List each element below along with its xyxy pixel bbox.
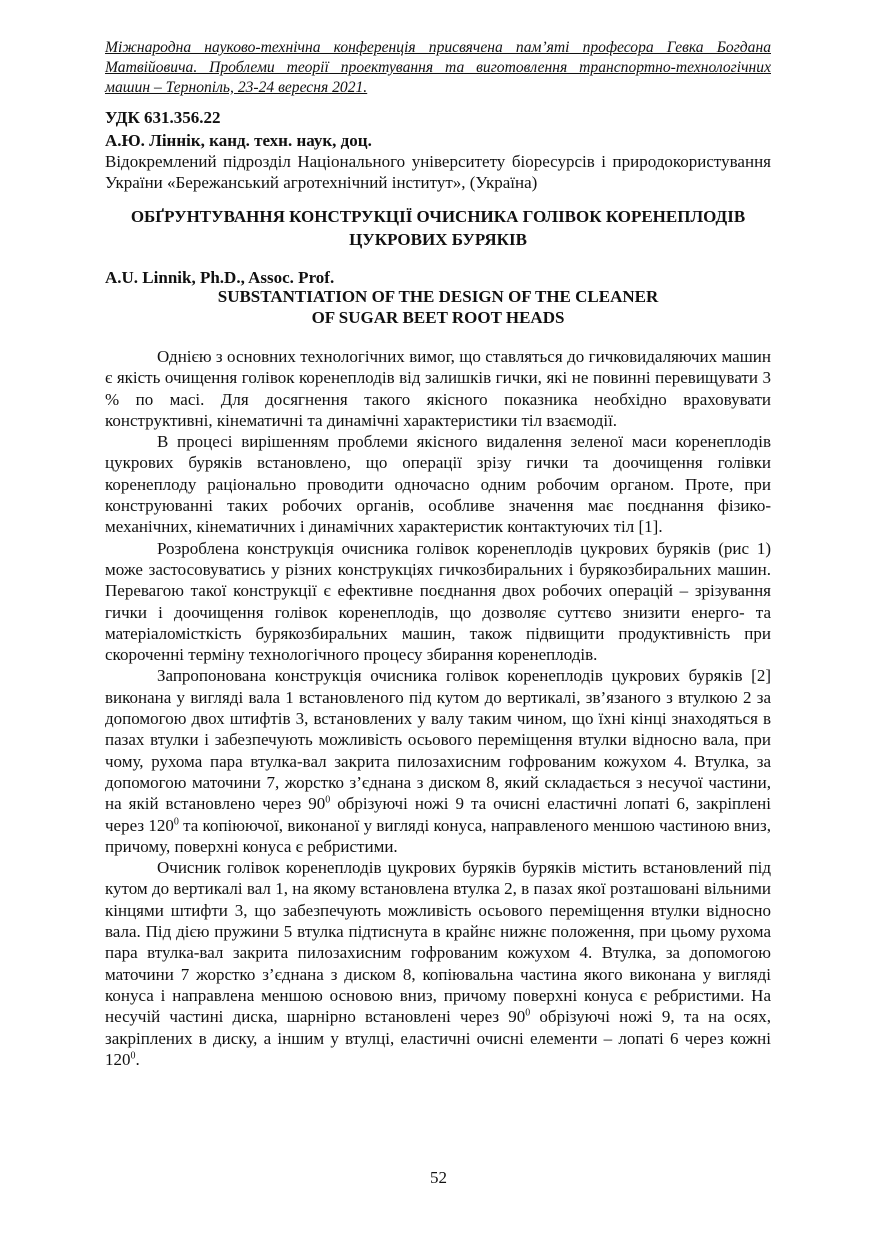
paragraph-2: В процесі вирішенням проблеми якісного видалення зеленої маси коренеплодів цукрових буряків встановлено, що операції зрізу гички та доочищення голівки коренеплоду раціонально проводити одночасно одним робочим органом. Проте, при конструюванні таких робочих органів, особливе значення має поєднання фізико-механічних, кінематичних і динамічних характеристик контактуючих тіл [1]. [105, 432, 771, 537]
conference-header-note: Міжнародна науково-технічна конференція присвячена пам’яті професора Гевка Богдана Матвійовича. Проблеми теорії проектування та виготовлення транспортно-технологічних машин – Тернопіль, 23-24 вересня 2021. [105, 39, 771, 96]
title-english-line-2: OF SUGAR BEET ROOT HEADS [311, 308, 565, 327]
paragraph-5-part-c: . [135, 1049, 140, 1069]
paragraph-4-part-a: Запропонована конструкція очисника голівок коренеплодів цукрових буряків [2] виконана у вигляді вала 1 встановленого під кутом до вертикалі, зв’язаного з втулкою 2 за допомогою двох штифтів 3, встановлених у валу таким чином, що їхні кінці знаходяться в пазах втулки і забезпечують можливість осьового переміщення втулки відносно вала, при чому, рухома пара втулка-вал закрита пилозахисним гофрованим кожухом 4. Втулка, за допомогою маточини 7, жорстко з’єднана з диском 8, який складається з несучої частини, на якій встановлено через 90 [105, 666, 771, 814]
paragraph-4 [105, 665, 771, 857]
paragraph-5 [105, 857, 771, 1070]
title-english [105, 286, 771, 328]
title-ukrainian-line-2: ЦУКРОВИХ БУРЯКІВ [349, 230, 527, 249]
paragraph-4-part-b: обрізуючі ножі 9 та очисні еластичні лопаті 6, закріплені через 120 [105, 794, 771, 835]
degree-superscript: 0 [173, 815, 179, 827]
title-english-line-1: SUBSTANTIATION OF THE DESIGN OF THE CLEANER [217, 287, 659, 306]
body-text [105, 346, 771, 1070]
degree-superscript: 0 [325, 794, 331, 806]
degree-superscript: 0 [525, 1007, 531, 1019]
paragraph-1: Однією з основних технологічних вимог, що ставляться до гичковидаляючих машин є якість очищення голівок коренеплодів від залишків гички, які не повинні перевищувати 3 % по масі. Для досягнення такого якісного показника необхідно враховувати конструктивні, кінематичні та динамічні характеристики тіл взаємодії. [105, 347, 771, 430]
author-english: A.U. Linnik, Ph.D., Assoc. Prof. [105, 268, 335, 287]
title-ukrainian-line-1: ОБҐРУНТУВАННЯ КОНСТРУКЦІЇ ОЧИСНИКА ГОЛІВОК КОРЕНЕПЛОДІВ [130, 207, 746, 226]
paragraph-3: Розроблена конструкція очисника голівок коренеплодів цукрових буряків (рис 1) може застосовуватись у різних конструкціях гичкозбиральних і бурякозбиральних машин. Перевагою такої конструкції є ефективне поєднання двох робочих операцій – зрізування гички і доочищення голівок коренеплодів, що дозволяє суттєво знизити енерго- та матеріаломісткість бурякозбиральних машин, також підвищити продуктивність при скороченні терміну технологічного процесу збирання коренеплодів. [105, 538, 771, 665]
udk-code: УДК 631.356.22 [105, 108, 221, 127]
paragraph-4-part-c: та копіюючої, виконаної у вигляді конуса, направленого меншою частиною вниз, причому, поверхні конуса є ребристими. [105, 815, 771, 856]
paragraph-5-part-a: Очисник голівок коренеплодів цукрових буряків буряків містить встановлений під кутом до вертикалі вал 1, на якому встановлена втулка 2, в пазах якої розташовані вільними кінцями штифти 3, що забезпечують можливість осьового переміщення втулки відносно вала. Під дією пружини 5 втулка підтиснута в крайнє нижнє положення, при цьому рухома пара втулка-вал закрита пилозахисним гофрованим кожухом 4. Втулка, за допомогою маточини 7 жорстко з’єднана з диском 8, копіювальна частина якого виконана у вигляді конуса і направлена меншою основою вниз, причому поверхні конуса є ребристими. На несучій частині диска, шарнірно встановлені через 90 [105, 858, 771, 1027]
author-affiliation: Відокремлений підрозділ Національного університету біоресурсів і природокористування України «Бережанський агротехнічний інститут», (Україна) [105, 152, 771, 192]
title-ukrainian [105, 205, 771, 251]
degree-superscript: 0 [130, 1050, 136, 1062]
page-number: 52 [430, 1168, 447, 1187]
paragraph-5-part-b: обрізуючі ножі 9, та на осях, закріплених в диску, а іншим у втулці, еластичні очисні елементи – лопаті 6 через кожні 120 [105, 1007, 771, 1069]
author-ukrainian: А.Ю. Ліннік, канд. техн. наук, доц. [105, 131, 372, 150]
